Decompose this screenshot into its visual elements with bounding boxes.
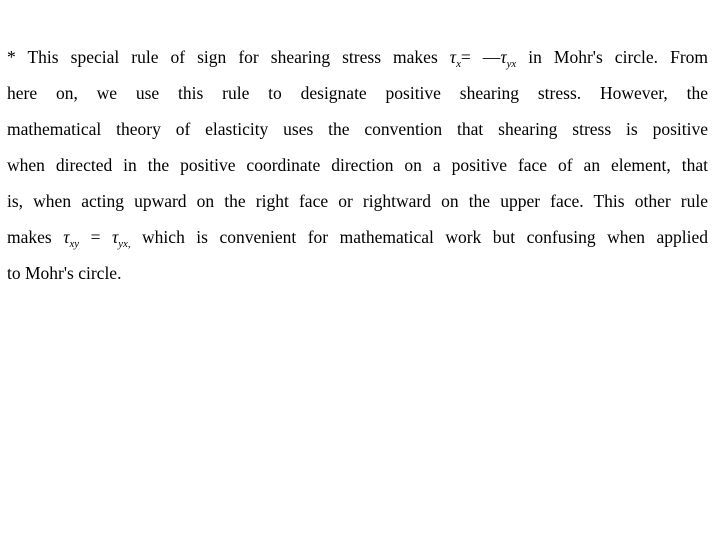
subscript-yx: yx, <box>118 237 131 250</box>
footnote-paragraph <box>7 39 708 291</box>
footnote-line-1 <box>7 39 708 75</box>
footnote-line-4: when directed in the positive coordinate direction on a positive face of an element, that <box>7 155 708 175</box>
footnote-line-7: to Mohr's circle. <box>7 263 122 283</box>
footnote-line-2: here on, we use this rule to designate positive shearing stress. However, the <box>7 83 708 103</box>
line-6-tail-text: which is convenient for mathematical work but confusing when applied <box>142 227 709 247</box>
tau-symbol: τ <box>500 47 507 67</box>
line-6-lead-text: makes <box>7 227 52 247</box>
footnote-line-6 <box>7 219 708 255</box>
equals-negative-sign: = — <box>460 47 501 67</box>
equals-sign: = <box>90 227 101 247</box>
tau-symbol: τ <box>111 227 119 247</box>
line-1-lead-text: * This special rule of sign for shearing stress makes <box>7 47 438 67</box>
footnote-line-5: is, when acting upward on the right face or rightward on the upper face. This other rule <box>7 191 708 211</box>
subscript-x: x <box>456 57 461 70</box>
tau-symbol: τ <box>63 227 70 247</box>
tau-symbol: τ <box>449 47 457 67</box>
footnote-line-3: mathematical theory of elasticity uses the convention that shearing stress is positive <box>7 119 708 139</box>
subscript-xy: xy <box>69 237 80 250</box>
line-1-tail-text: in Mohr's circle. From <box>528 47 709 67</box>
subscript-yx: yx <box>506 57 517 70</box>
